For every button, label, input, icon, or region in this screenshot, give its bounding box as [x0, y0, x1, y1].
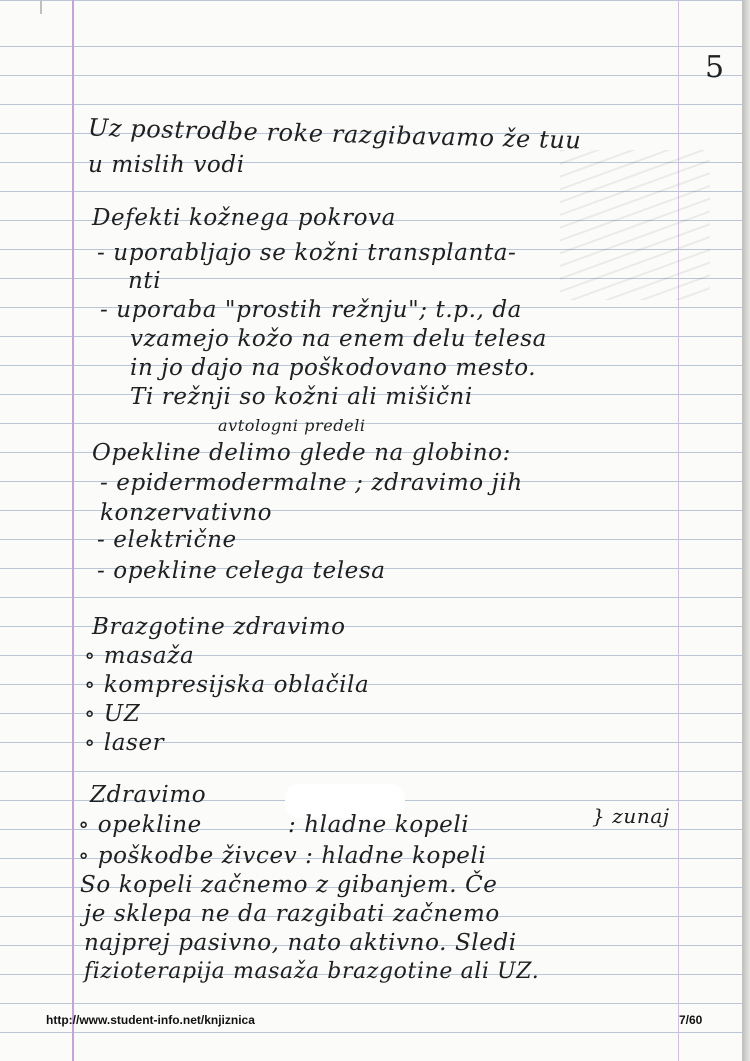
- handwritten-line: : hladne kopeli: [288, 812, 470, 838]
- handwritten-line: - opekline celega telesa: [97, 558, 386, 584]
- bullet-item: ∘ poškodbe živcev : hladne kopeli: [78, 843, 487, 869]
- handwritten-note: } zunaj: [592, 804, 670, 828]
- handwritten-line: Uz postrodbe roke razgibavamo že tuu: [87, 113, 582, 155]
- handwritten-line: najprej pasivno, nato aktivno. Sledi: [84, 930, 517, 956]
- section-heading: Zdravimo: [90, 782, 207, 808]
- page-number: 5: [705, 50, 725, 85]
- handwritten-line: - epidermodermalne ; zdravimo jih: [100, 470, 523, 496]
- handwritten-line: konzervativno: [100, 500, 273, 526]
- handwritten-line: u mislih vodi: [88, 152, 245, 178]
- bullet-item: ∘ masaža: [84, 643, 195, 669]
- bullet-item: ∘ opekline: [78, 812, 202, 838]
- section-heading: Opekline delimo glede na globino:: [92, 440, 511, 466]
- handwritten-line: je sklepa ne da razgibati začnemo: [84, 901, 500, 927]
- scan-edge: [742, 0, 750, 1061]
- footer-page-count: 7/60: [679, 1013, 703, 1027]
- bleed-through-ink: [560, 150, 710, 300]
- handwritten-note: avtologni predeli: [218, 416, 366, 435]
- binding-mark: [40, 0, 42, 14]
- margin-rule: [72, 0, 74, 1061]
- handwritten-line: nti: [128, 268, 162, 294]
- bullet-item: ∘ UZ: [84, 701, 141, 727]
- section-heading: Defekti kožnega pokrova: [92, 205, 396, 231]
- section-heading: Brazgotine zdravimo: [92, 614, 346, 640]
- handwritten-line: fizioterapija masaža brazgotine ali UZ.: [84, 959, 540, 984]
- handwritten-line: - uporabljajo se kožni transplanta-: [97, 240, 517, 266]
- handwritten-line: Ti režnji so kožni ali mišični: [130, 384, 473, 410]
- handwritten-line: in jo dajo na poškodovano mesto.: [130, 355, 537, 381]
- handwritten-line: vzamejo kožo na enem delu telesa: [130, 326, 547, 352]
- bullet-item: ∘ kompresijska oblačila: [84, 672, 370, 698]
- handwritten-line: - uporaba "prostih režnju"; t.p., da: [100, 297, 522, 323]
- handwritten-line: - električne: [97, 527, 237, 553]
- handwritten-line: So kopeli začnemo z gibanjem. Če: [80, 872, 498, 898]
- bullet-item: ∘ laser: [84, 730, 165, 756]
- footer-url: http://www.student-info.net/knjiznica: [46, 1013, 255, 1027]
